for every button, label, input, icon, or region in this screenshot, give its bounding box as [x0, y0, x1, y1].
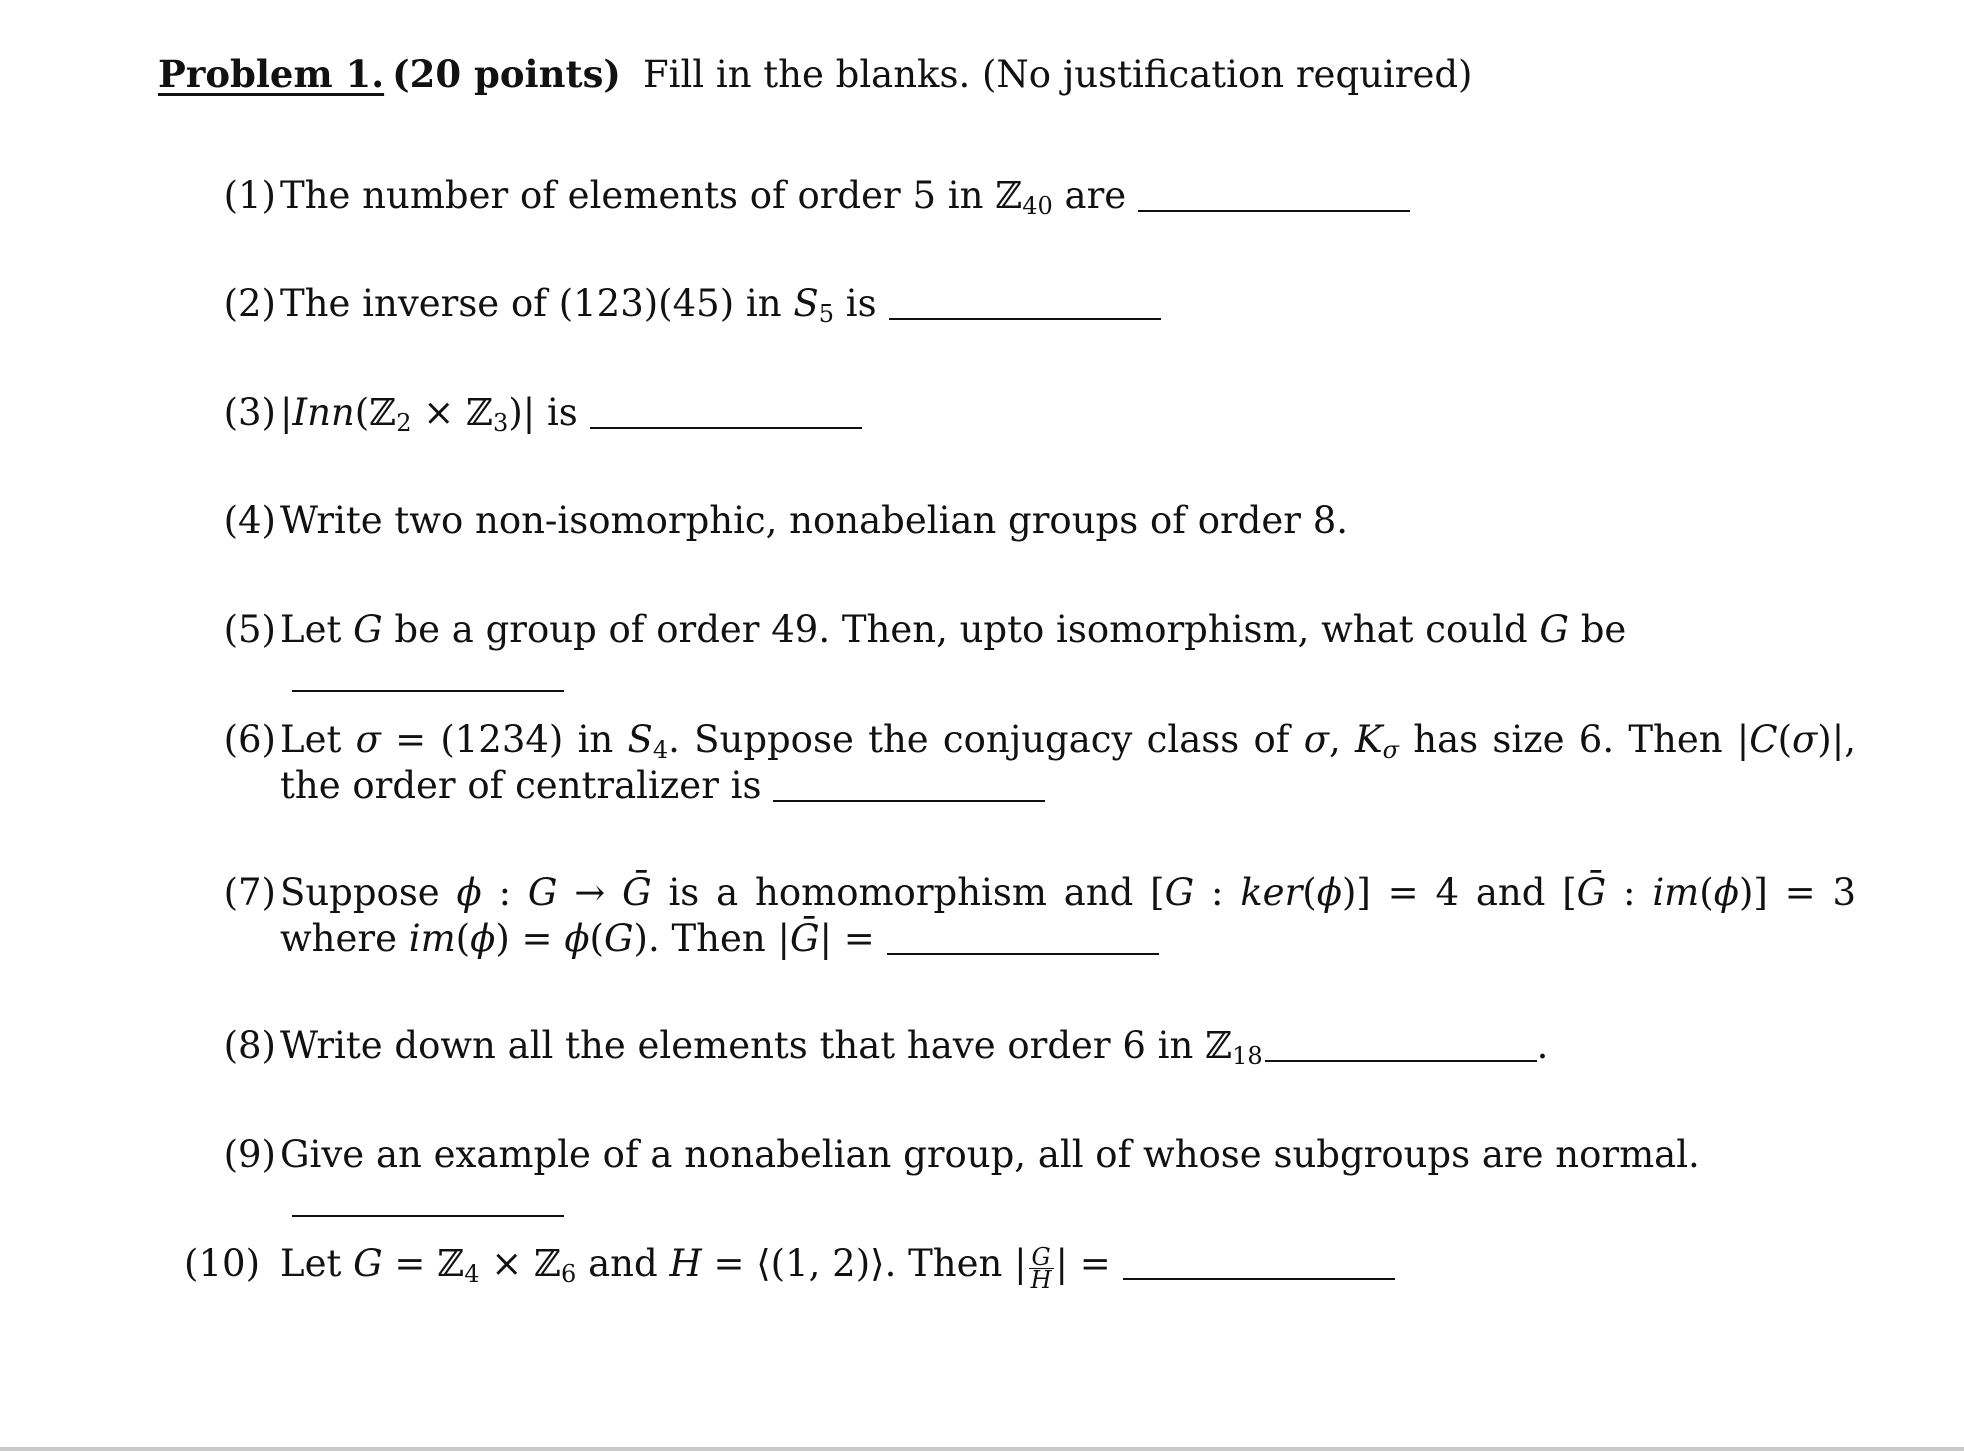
- answer-blank[interactable]: [889, 318, 1161, 320]
- question-number: (6): [223, 718, 276, 761]
- question-number: (2): [223, 282, 276, 325]
- answer-blank[interactable]: [887, 953, 1159, 955]
- question-text: Let G = ℤ$_4$ × ℤ$_6$ and H = ⟨(1, 2)⟩. Then | $\frac{G}{H}$ | =: [280, 1241, 1856, 1291]
- question-text: The number of elements of order 5 in ℤ$_{40}$ are: [280, 173, 1856, 219]
- question-number: (4): [223, 499, 276, 542]
- answer-blank[interactable]: [590, 427, 862, 429]
- question-text: Suppose ϕ : G → Ḡ is a homomorphism and [G : ker(ϕ)] = 4 and [Ḡ : im(ϕ)] = 3 where im(ϕ) = ϕ(G). Then |Ḡ| =: [280, 871, 1856, 960]
- answer-blank[interactable]: [292, 690, 564, 692]
- quotient-fraction: $\frac{G}{H}$: [1030, 1243, 1052, 1294]
- answer-blank[interactable]: [292, 1215, 564, 1217]
- question-number: (3): [223, 391, 276, 434]
- question-number: (9): [223, 1133, 276, 1176]
- question-text: Write down all the elements that have order 6 in ℤ$_{18}$ .: [280, 1024, 1549, 1070]
- answer-blank[interactable]: [1123, 1278, 1395, 1280]
- points-label: (20 points): [392, 52, 621, 96]
- answer-blank[interactable]: [1138, 210, 1410, 212]
- problem-label: Problem 1.: [158, 52, 385, 96]
- answer-blank[interactable]: [1265, 1060, 1537, 1062]
- question-text: Write two non-isomorphic, nonabelian groups of order 8.: [280, 499, 1348, 542]
- question-text: |Inn(ℤ$_2$ × ℤ$_3$)| is: [280, 390, 1856, 436]
- question-number: (7): [223, 871, 276, 914]
- question-number: (8): [223, 1024, 276, 1067]
- question-text: Give an example of a nonabelian group, all of whose subgroups are normal.: [280, 1132, 1856, 1224]
- question-number: (1): [223, 174, 276, 217]
- question-number: (5): [223, 608, 276, 651]
- page-bottom-divider: [0, 1447, 1964, 1451]
- question-text: Let G be a group of order 49. Then, upto isomorphism, what could G be: [280, 607, 1856, 699]
- question-text: Let σ = (1234) in $S_4$. Suppose the conjugacy class of σ, $K_\sigma$ has size 6. Then |C(σ)|, the order of centralizer is: [280, 718, 1856, 807]
- question-number: (10): [184, 1242, 260, 1285]
- answer-blank[interactable]: [773, 800, 1045, 802]
- instructions: Fill in the blanks. (No justification required): [642, 53, 1473, 96]
- question-text: The inverse of (123)(45) in $S_5$ is: [280, 281, 1856, 327]
- problem-heading: [158, 52, 1473, 96]
